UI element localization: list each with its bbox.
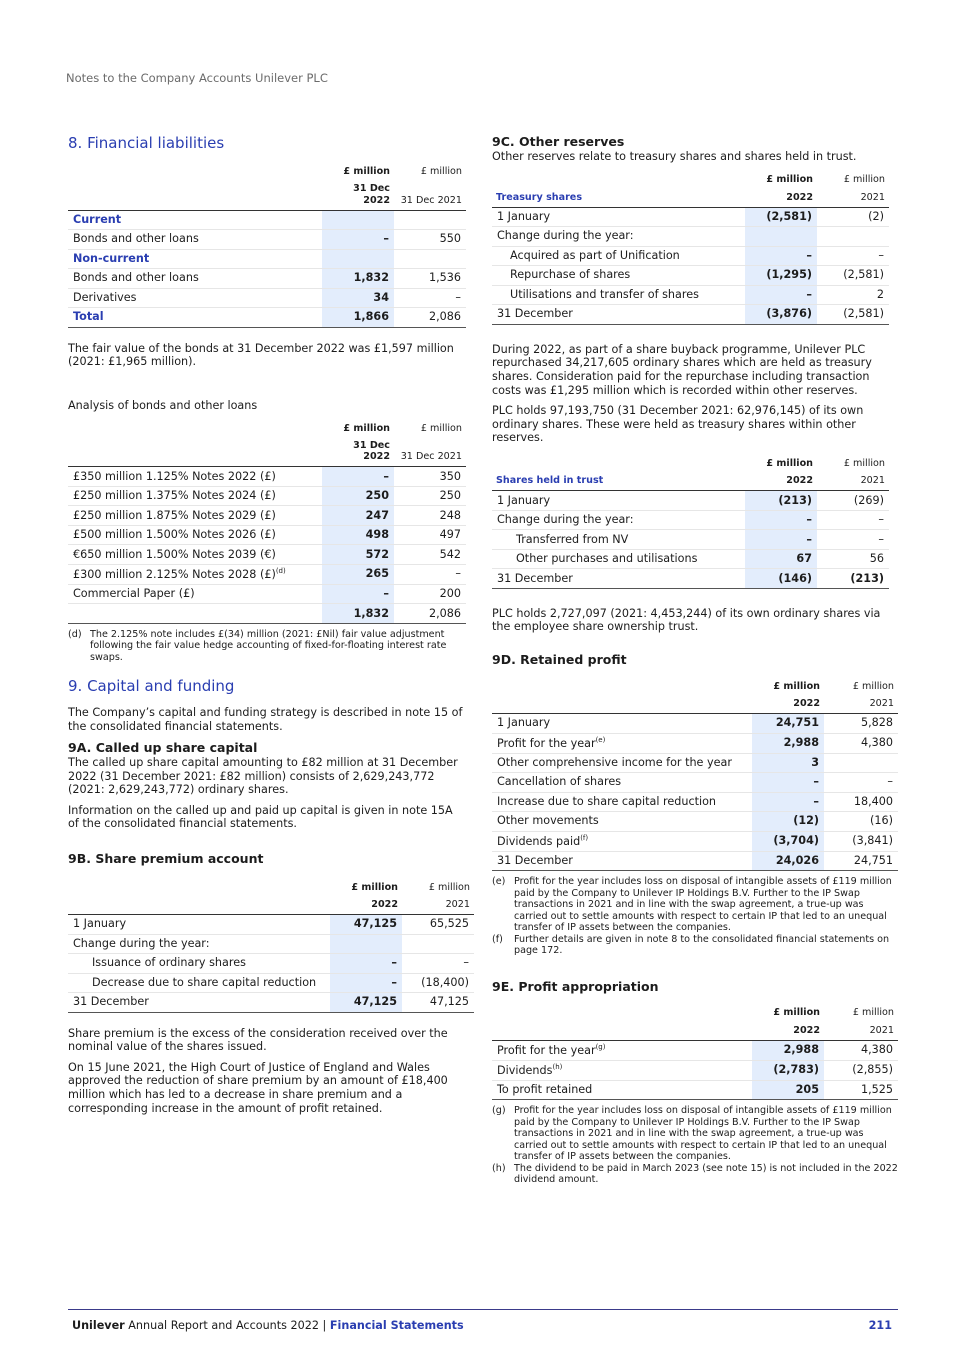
col-2022: 2022 xyxy=(752,1022,824,1040)
note9b-p2: On 15 June 2021, the High Court of Justice of England and Wales approved the reduction of share premium by an amount of £18,400 million which has led to a decrease in share premium and a corresponding increase in the amount of profit retained. xyxy=(68,1060,448,1115)
bonds-table xyxy=(68,420,466,624)
page-number: 211 xyxy=(868,1319,892,1332)
share-premium-table xyxy=(68,879,474,1013)
table-row: £350 million 1.125% Notes 2022 (£) – 350 xyxy=(68,467,466,487)
table-row: Dividends$^{(h)}$ (2,783) (2,855) xyxy=(492,1060,898,1080)
table-row: £500 million 1.500% Notes 2026 (£) 498 497 xyxy=(68,525,466,545)
col-2021: 31 Dec 2021 xyxy=(394,438,466,467)
table-row: 1 January (213) (269) xyxy=(492,491,889,511)
table-row-total: 31 December 47,125 47,125 xyxy=(68,993,474,1013)
footnote-h: (h) The dividend to be paid in March 2023 (see note 15) is not included in the 2022 dividend amount. xyxy=(492,1162,898,1186)
table-row: Cancellation of shares – – xyxy=(492,773,898,793)
table-row: €650 million 1.500% Notes 2039 (€) 572 542 xyxy=(68,545,466,565)
col-2022: 2022 xyxy=(752,696,824,714)
unit-2022: £ million xyxy=(766,457,813,469)
note9c-p2: PLC holds 97,193,750 (31 December 2021: 62,976,145) of its own ordinary shares. These were held as treasury shares within other reserves. xyxy=(492,404,864,445)
table-row: £250 million 1.375% Notes 2024 (£) 250 250 xyxy=(68,486,466,506)
unit-2021: £ million xyxy=(852,680,894,692)
table-row-total: 31 December (3,876) (2,581) xyxy=(492,305,889,325)
table-row: £250 million 1.875% Notes 2029 (£) 247 248 xyxy=(68,506,466,526)
table-row: Current xyxy=(68,210,466,230)
table-row-total: 31 December 24,026 24,751 xyxy=(492,851,898,871)
running-head: Notes to the Company Accounts Unilever PLC xyxy=(66,71,328,85)
footnote-f: (f) Further details are given in note 8 to the consolidated financial statements on page 172. xyxy=(492,933,890,957)
footnote-ref: (f) xyxy=(580,833,589,842)
table-row: Repurchase of shares (1,295) (2,581) xyxy=(492,266,889,286)
footnote-ref: (h) xyxy=(552,1062,563,1071)
table-row: Change during the year: xyxy=(492,227,889,247)
unit-2022: £ million xyxy=(343,422,390,434)
table-row: Change during the year: – – xyxy=(492,510,889,530)
table-row-total: 1,832 2,086 xyxy=(68,604,466,624)
retained-profit-table xyxy=(492,678,898,872)
footnote-ref: (g) xyxy=(595,1042,606,1051)
note9a-p1: The called up share capital amounting to £82 million at 31 December 2022 (31 December 2021: £82 million) consists of 2,629,243,772 (2021: 2,629,243,772) ordinary shares. xyxy=(68,756,458,797)
table-row: Bonds and other loans – 550 xyxy=(68,230,466,250)
table-row: 1 January 24,751 5,828 xyxy=(492,714,898,734)
unit-2021: £ million xyxy=(420,165,462,177)
treasury-shares-table xyxy=(492,171,889,325)
table-row-total: Total 1,866 2,086 xyxy=(68,308,466,328)
table-row-total: To profit retained 205 1,525 xyxy=(492,1080,898,1100)
analysis-title: Analysis of bonds and other loans xyxy=(68,398,258,412)
note8-title: 8. Financial liabilities xyxy=(68,134,225,152)
unit-2022: £ million xyxy=(343,165,390,177)
profit-appropriation-table xyxy=(492,1004,898,1100)
table-row: Profit for the year$^{(e)}$ 2,988 4,380 xyxy=(492,733,898,753)
unit-2021: £ million xyxy=(843,174,885,186)
financial-liabilities-table xyxy=(68,163,466,328)
footnote-ref: (d) xyxy=(275,566,286,575)
footnote-d: (d) The 2.125% note includes £(34) million (2021: £Nil) fair value adjustment following the fair value hedge accounting of fixed-for-floating interest rate swaps. xyxy=(68,628,447,663)
table-row: Other purchases and utilisations 67 56 xyxy=(492,549,889,569)
unit-2022: £ million xyxy=(773,680,820,692)
table-row: Bonds and other loans 1,832 1,536 xyxy=(68,269,466,289)
table-row: Commercial Paper (£) – 200 xyxy=(68,584,466,604)
col-2022: 31 Dec 2022 xyxy=(322,438,394,467)
table-row: Decrease due to share capital reduction – (18,400) xyxy=(68,973,474,993)
col-2021: 2021 xyxy=(817,189,889,207)
table-row: Change during the year: xyxy=(68,934,474,954)
left-column xyxy=(68,134,470,1122)
note9c-p1: During 2022, as part of a share buyback programme, Unilever PLC repurchased 34,217,605 ordinary shares which are held as treasury shares. Consideration paid for the repurchase including transaction costs was £1,295 million which is recorded within other reserves. xyxy=(492,342,872,397)
unit-2021: £ million xyxy=(420,422,462,434)
footnote-g: (g) Profit for the year includes loss on disposal of intangible assets of £119 million paid by the Company to Unilever IP Holdings B.V. Further to the IP Swap transactions in 2021 and in line with the swap agreement, a true-up was carried out to settle amounts with respect to certain IP that led to an unequal transfer of IP assets between the companies. xyxy=(492,1105,892,1163)
table-row: Issuance of ordinary shares – – xyxy=(68,954,474,974)
table-row: 1 January 47,125 65,525 xyxy=(68,915,474,935)
table-row: £300 million 2.125% Notes 2028 (£)$^{(d)}$ 265 – xyxy=(68,564,466,584)
note9c-intro: Other reserves relate to treasury shares and shares held in trust. xyxy=(492,149,857,163)
table-row: Utilisations and transfer of shares – 2 xyxy=(492,285,889,305)
note9e-title: 9E. Profit appropriation xyxy=(492,978,659,994)
unit-2022: £ million xyxy=(766,174,813,186)
unit-2021: £ million xyxy=(843,457,885,469)
footnote-ref: (e) xyxy=(595,735,606,744)
footnote-e: (e) Profit for the year includes loss on disposal of intangible assets of £119 million paid by the Company to Unilever IP Holdings B.V. Further to the IP Swap transactions in 2021 and in line with the swap agreement, a true-up was carried out to settle amounts with respect to certain IP that led to an unequal transfer of IP assets between the companies. xyxy=(492,876,892,934)
table-row: Non-current xyxy=(68,249,466,269)
note9b-p1: Share premium is the excess of the consideration received over the nominal value of the shares issued. xyxy=(68,1026,448,1054)
table-row-total: 31 December (146) (213) xyxy=(492,569,889,589)
table-row: Derivatives 34 – xyxy=(68,288,466,308)
treasury-shares-label: Treasury shares xyxy=(492,189,745,207)
fair-value-text: The fair value of the bonds at 31 December 2022 was £1,597 million (2021: £1,965 million). xyxy=(68,341,454,369)
page-footer xyxy=(72,1319,892,1333)
col-2022: 31 Dec 2022 xyxy=(322,181,394,210)
unit-2022: £ million xyxy=(773,1007,820,1019)
table-row: Other movements (12) (16) xyxy=(492,812,898,832)
note9c-p3: PLC holds 2,727,097 (2021: 4,453,244) of its own ordinary shares via the employee share ownership trust. xyxy=(492,606,881,634)
table-row: Other comprehensive income for the year 3 xyxy=(492,753,898,773)
col-2022: 2022 xyxy=(745,473,817,491)
col-2021: 2021 xyxy=(824,1022,898,1040)
col-2021: 2021 xyxy=(824,696,898,714)
footer-divider xyxy=(68,1309,898,1310)
col-2021: 2021 xyxy=(817,473,889,491)
note9a-title: 9A. Called up share capital xyxy=(68,740,258,756)
table-row: Dividends paid$^{(f)}$ (3,704) (3,841) xyxy=(492,831,898,851)
note9b-title: 9B. Share premium account xyxy=(68,851,264,866)
col-2021: 2021 xyxy=(402,897,474,915)
unit-2021: £ million xyxy=(852,1007,894,1019)
footer-section-link[interactable]: Financial Statements xyxy=(329,1319,464,1332)
shares-held-in-trust-table xyxy=(492,455,889,589)
col-2022: 2022 xyxy=(330,897,402,915)
footer-title: Unilever Annual Report and Accounts 2022 | Financial Statements xyxy=(72,1319,464,1332)
table-row: Transferred from NV – – xyxy=(492,530,889,550)
table-row: 1 January (2,581) (2) xyxy=(492,207,889,227)
col-2021: 31 Dec 2021 xyxy=(394,181,466,210)
note9d-title: 9D. Retained profit xyxy=(492,652,627,668)
right-column xyxy=(492,134,898,1186)
note9a-p2: Information on the called up and paid up capital is given in note 15A of the consolidated financial statements. xyxy=(68,803,453,831)
note9-title: 9. Capital and funding xyxy=(68,677,235,696)
note9-intro: The Company’s capital and funding strategy is described in note 15 of the consolidated financial statements. xyxy=(68,706,463,733)
table-row: Profit for the year$^{(g)}$ 2,988 4,380 xyxy=(492,1040,898,1060)
shares-held-in-trust-label: Shares held in trust xyxy=(492,473,745,491)
col-2022: 2022 xyxy=(745,189,817,207)
unit-2022: £ million xyxy=(351,881,398,893)
table-row: Increase due to share capital reduction – 18,400 xyxy=(492,792,898,812)
unit-2021: £ million xyxy=(428,881,470,893)
note9c-title: 9C. Other reserves xyxy=(492,134,625,149)
table-row: Acquired as part of Unification – – xyxy=(492,246,889,266)
